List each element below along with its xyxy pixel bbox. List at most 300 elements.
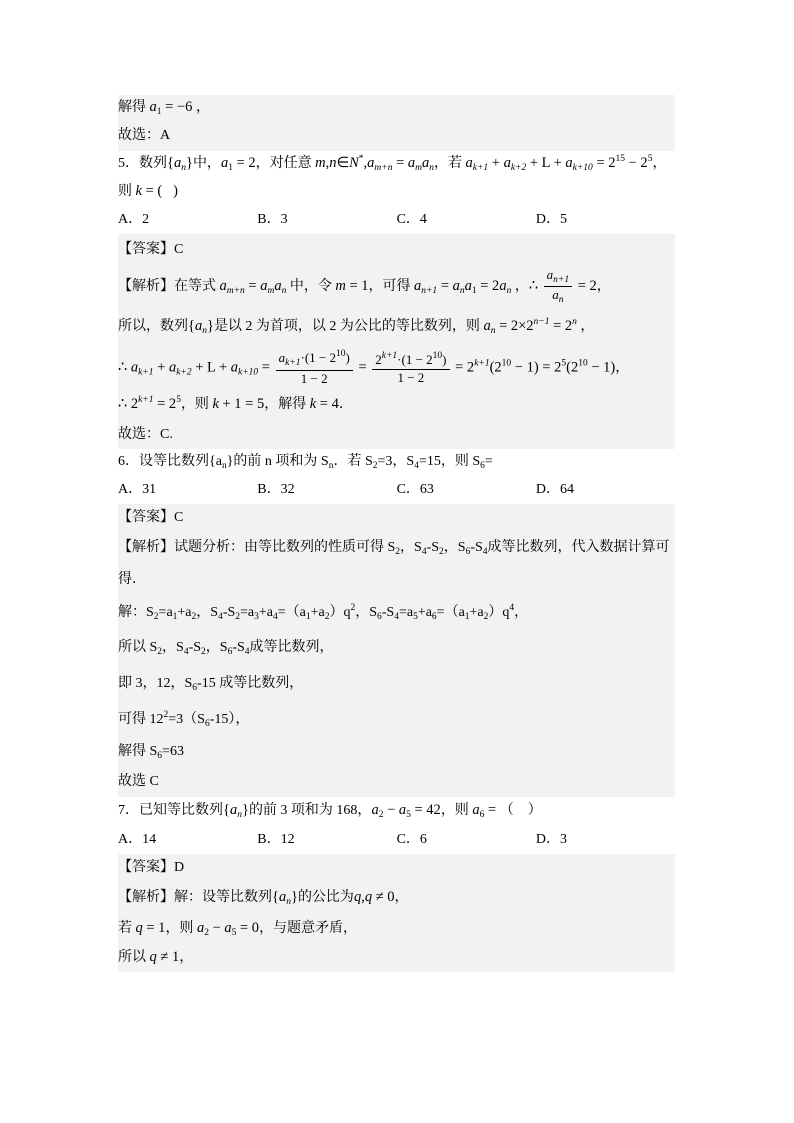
math-variable: a bbox=[398, 802, 407, 819]
fraction-numerator bbox=[372, 352, 449, 370]
text-run: =a bbox=[398, 605, 414, 621]
page-content bbox=[118, 95, 675, 972]
subscript: 2 bbox=[395, 546, 401, 557]
superscript: n bbox=[572, 316, 577, 327]
line-text bbox=[118, 155, 666, 174]
math-variable: a bbox=[220, 155, 229, 172]
solution-line bbox=[118, 533, 675, 564]
superscript: 10 bbox=[432, 350, 443, 361]
text-run: ， bbox=[514, 605, 529, 621]
text-run: ． bbox=[338, 397, 353, 413]
subscript: n bbox=[237, 810, 242, 821]
answer-options-row bbox=[118, 206, 675, 234]
subscript: 2 bbox=[191, 612, 197, 623]
option-C: C．4 bbox=[396, 211, 427, 227]
subscript: n bbox=[558, 295, 564, 305]
text-run: -S bbox=[470, 539, 483, 555]
math-variable: a bbox=[130, 359, 139, 376]
text-run: -S bbox=[232, 639, 245, 655]
math-text: ≠ 0 bbox=[372, 889, 395, 906]
option-C: C．63 bbox=[396, 481, 434, 497]
line-text bbox=[118, 640, 334, 658]
subscript: n bbox=[328, 460, 334, 471]
line-text bbox=[118, 711, 249, 730]
text-run: ， bbox=[511, 278, 529, 294]
solution-line bbox=[118, 854, 675, 883]
math-text: − 2 bbox=[625, 155, 648, 172]
line-text bbox=[118, 99, 210, 118]
math-text: − 1) bbox=[587, 359, 616, 376]
text-run: ，则 bbox=[440, 803, 473, 819]
math-variable: a bbox=[278, 889, 287, 906]
text-run: ， bbox=[576, 318, 595, 334]
subscript: 4 bbox=[272, 612, 278, 623]
math-variable: a bbox=[219, 277, 227, 294]
math-text: (2 bbox=[489, 359, 502, 376]
fraction-numerator bbox=[544, 268, 572, 288]
math-text: = 42 bbox=[410, 802, 441, 819]
question-line bbox=[118, 179, 675, 207]
subscript: n bbox=[459, 285, 465, 296]
subscript: 5 bbox=[413, 612, 418, 623]
subscript: k+2 bbox=[510, 163, 527, 174]
math-text: = 2 bbox=[592, 155, 616, 172]
math-text: = 2 bbox=[574, 277, 597, 294]
answer-options bbox=[118, 212, 675, 229]
subscript: k+1 bbox=[285, 358, 301, 369]
text-run: ， bbox=[596, 278, 611, 294]
text-run: 所以 S bbox=[118, 639, 158, 655]
subscript: n bbox=[490, 325, 496, 336]
text-run: =a bbox=[240, 605, 255, 621]
subscript: 6 bbox=[157, 751, 163, 762]
line-text bbox=[118, 318, 594, 337]
line-text bbox=[118, 268, 611, 306]
subscript: n+1 bbox=[421, 285, 438, 296]
fraction-denominator bbox=[394, 370, 427, 386]
solution-line bbox=[118, 738, 675, 769]
subscript: 2 bbox=[201, 646, 206, 657]
math-text: ·(1 − 2 bbox=[397, 351, 433, 367]
text-run: ， bbox=[615, 360, 630, 376]
math-text: = bbox=[484, 802, 500, 819]
question-block bbox=[118, 449, 675, 505]
text-run: =（a bbox=[277, 605, 306, 621]
text-run: 解得 S bbox=[118, 744, 158, 760]
line-text bbox=[118, 427, 173, 444]
fraction bbox=[544, 268, 572, 306]
text-run: 中，令 bbox=[286, 278, 336, 294]
subscript: 1 bbox=[464, 612, 470, 623]
math-variable: a bbox=[196, 919, 205, 936]
solution-line bbox=[118, 883, 675, 914]
superscript: 4 bbox=[509, 603, 515, 614]
solution-line bbox=[118, 667, 675, 703]
math-variable: q bbox=[149, 949, 157, 966]
text-run: ）q bbox=[329, 605, 351, 621]
solution-line bbox=[118, 631, 675, 667]
line-text bbox=[118, 802, 542, 821]
subscript: 6 bbox=[480, 460, 485, 471]
math-text: ) bbox=[442, 351, 447, 367]
solution-line bbox=[118, 769, 675, 798]
text-run: 5．数列 bbox=[118, 156, 167, 172]
superscript: 10 bbox=[578, 358, 588, 369]
math-text: } bbox=[241, 802, 249, 819]
solution-block bbox=[118, 95, 675, 151]
math-text: ·(1 − 2 bbox=[300, 350, 336, 366]
solution-line bbox=[118, 703, 675, 738]
subscript: 4 bbox=[394, 612, 399, 623]
math-variable: a bbox=[229, 802, 238, 819]
math-text: = bbox=[244, 277, 261, 294]
solution-line bbox=[118, 267, 675, 306]
fraction-numerator bbox=[276, 350, 353, 371]
subscript: 4 bbox=[183, 646, 189, 657]
text-run: +a bbox=[258, 605, 273, 621]
question-block bbox=[118, 797, 675, 854]
math-variable: k bbox=[309, 396, 317, 413]
subscript: m+n bbox=[374, 163, 393, 174]
math-text: { bbox=[167, 155, 174, 172]
text-run: 【解析】解：设等比数列 bbox=[118, 890, 272, 906]
text-run: ）q bbox=[488, 605, 510, 621]
text-run: 中， bbox=[192, 156, 221, 172]
subscript: 6 bbox=[479, 810, 485, 821]
line-text bbox=[118, 350, 629, 386]
solution-line bbox=[118, 564, 675, 597]
math-text: + 1 = 5 bbox=[218, 396, 265, 413]
option-D: D．3 bbox=[535, 831, 568, 847]
math-text: = 2 bbox=[451, 359, 475, 376]
math-text: ) bbox=[345, 350, 350, 366]
math-variable: a bbox=[565, 155, 573, 172]
text-run: +a bbox=[310, 605, 325, 621]
subscript: 5 bbox=[406, 810, 411, 821]
line-text bbox=[118, 510, 183, 527]
text-run: ， bbox=[394, 890, 409, 906]
subscript: 6 bbox=[431, 612, 437, 623]
math-variable: a bbox=[260, 277, 268, 294]
line-text bbox=[118, 128, 170, 145]
subscript: 2 bbox=[157, 646, 163, 657]
math-text: + L + bbox=[526, 155, 566, 172]
math-variable: m bbox=[335, 277, 346, 294]
text-run: =3（S bbox=[168, 711, 205, 727]
math-text: (2 bbox=[566, 359, 579, 376]
math-variable: a bbox=[168, 359, 177, 376]
math-text: 2 bbox=[375, 351, 382, 367]
superscript: k+1 bbox=[138, 395, 154, 406]
text-run: 的前 3 项和为 168， bbox=[248, 803, 372, 819]
math-variable: a bbox=[452, 277, 460, 294]
text-run: ，与题意矛盾， bbox=[259, 920, 358, 936]
line-text bbox=[118, 744, 184, 762]
math-variable: a bbox=[274, 277, 282, 294]
text-run: =63 bbox=[162, 744, 184, 760]
line-text bbox=[118, 676, 303, 694]
math-text: + bbox=[488, 155, 504, 172]
text-run: 是以 2 为首项，以 2 为公比的等比数列，则 bbox=[213, 318, 484, 334]
option-C: C．6 bbox=[396, 831, 427, 847]
math-variable: n bbox=[329, 155, 337, 172]
solution-line bbox=[118, 348, 675, 389]
text-run: 故选 C bbox=[118, 774, 159, 790]
math-variable: a bbox=[224, 919, 232, 936]
solution-block bbox=[118, 504, 675, 797]
subscript: 2 bbox=[153, 612, 159, 623]
math-variable: a bbox=[499, 277, 507, 294]
answer-options-row bbox=[118, 826, 675, 854]
subscript: 4 bbox=[244, 646, 250, 657]
question-line bbox=[118, 449, 675, 477]
text-run: ，S bbox=[205, 639, 228, 655]
subscript: 6 bbox=[204, 718, 210, 729]
math-variable: a bbox=[465, 155, 473, 172]
subscript: 6 bbox=[465, 546, 471, 557]
superscript: k+1 bbox=[474, 358, 490, 369]
answer-options bbox=[118, 832, 675, 849]
math-text: { bbox=[188, 317, 195, 334]
math-text: { bbox=[272, 889, 279, 906]
text-run: ，若 bbox=[434, 156, 466, 172]
text-run: ，对任意 bbox=[255, 156, 316, 172]
solution-line bbox=[118, 389, 675, 422]
fraction bbox=[372, 352, 449, 386]
line-text bbox=[118, 889, 409, 908]
math-variable: N bbox=[349, 155, 359, 172]
math-variable: q bbox=[135, 919, 143, 936]
text-run: ，S bbox=[443, 539, 466, 555]
text-run: -S bbox=[222, 605, 236, 621]
text-run: ， bbox=[652, 156, 667, 172]
subscript: 6 bbox=[227, 646, 233, 657]
option-A: A．2 bbox=[118, 211, 150, 227]
subscript: 1 bbox=[471, 285, 477, 296]
superscript: k+1 bbox=[381, 350, 398, 361]
text-run: 6．设等比数列{a bbox=[118, 453, 222, 469]
subscript: 1 bbox=[156, 107, 162, 117]
math-text: = ( ) bbox=[141, 183, 178, 200]
text-run: -15）， bbox=[209, 711, 250, 727]
math-variable: a bbox=[407, 155, 416, 172]
text-run: 【答案】D bbox=[118, 860, 185, 876]
line-text bbox=[118, 920, 357, 939]
math-text: = 2 bbox=[153, 396, 177, 413]
line-text bbox=[118, 774, 159, 791]
text-run: 故选：A bbox=[118, 127, 171, 143]
text-run: +a bbox=[177, 605, 192, 621]
math-variable: a bbox=[472, 802, 480, 819]
line-text bbox=[118, 242, 183, 259]
subscript: 1 bbox=[305, 612, 311, 623]
solution-line bbox=[118, 597, 675, 631]
subscript: 3 bbox=[254, 612, 259, 623]
text-run: 即 3，12，S bbox=[118, 675, 193, 691]
subscript: m bbox=[415, 163, 423, 174]
fraction-denominator bbox=[549, 287, 566, 306]
math-text: − bbox=[383, 802, 399, 819]
math-text: ∴ bbox=[528, 277, 542, 294]
math-text: , bbox=[325, 155, 330, 172]
subscript: 2 bbox=[235, 612, 241, 623]
math-text: = −6 bbox=[161, 99, 196, 115]
math-text: 1 − 2 bbox=[397, 369, 425, 385]
text-run: ，则 bbox=[180, 397, 213, 413]
math-text: + L + bbox=[191, 359, 231, 376]
text-run: 成等比数列，代入数据计算可 bbox=[487, 539, 670, 555]
text-run: 所以 bbox=[118, 950, 150, 966]
subscript: k+1 bbox=[138, 367, 154, 378]
subscript: 5 bbox=[231, 927, 237, 938]
text-run: 所以，数列 bbox=[118, 318, 188, 334]
math-text: = bbox=[392, 155, 408, 172]
text-run: 则 bbox=[118, 184, 136, 200]
math-text: ∴ bbox=[118, 359, 131, 376]
math-text: ∴ 2 bbox=[118, 396, 139, 413]
text-run: 故选：C. bbox=[118, 426, 173, 442]
math-variable: q bbox=[364, 889, 373, 906]
text-run: 【答案】C bbox=[118, 510, 184, 526]
line-text bbox=[118, 604, 528, 623]
text-run: 【答案】C bbox=[118, 242, 184, 258]
subscript: 2 bbox=[372, 460, 378, 471]
math-variable: q bbox=[353, 889, 362, 906]
math-variable: a bbox=[503, 155, 511, 172]
option-B: B．12 bbox=[257, 831, 295, 847]
subscript: m+n bbox=[226, 285, 245, 296]
solution-line bbox=[118, 422, 675, 449]
subscript: 2 bbox=[439, 546, 444, 557]
solution-block bbox=[118, 234, 675, 449]
math-text: = 2 bbox=[476, 277, 500, 294]
math-text: + bbox=[153, 359, 169, 376]
subscript: k+10 bbox=[572, 163, 593, 174]
text-run: 解：S bbox=[118, 605, 154, 621]
subscript: 2 bbox=[324, 612, 330, 623]
solution-line bbox=[118, 122, 675, 151]
subscript: 4 bbox=[218, 612, 223, 623]
option-A: A．14 bbox=[118, 831, 157, 847]
text-run: 得． bbox=[118, 571, 146, 587]
math-variable: a bbox=[414, 277, 422, 294]
text-run: （ ） bbox=[499, 803, 542, 819]
math-text: = 1 bbox=[345, 277, 369, 294]
text-run: ， bbox=[195, 100, 210, 115]
text-run: -S bbox=[426, 539, 440, 555]
answer-options-row bbox=[118, 476, 675, 504]
subscript: 2 bbox=[204, 927, 209, 938]
math-variable: a bbox=[230, 359, 239, 376]
solution-line bbox=[118, 944, 675, 972]
text-run: 成等比数列， bbox=[249, 639, 334, 655]
fraction-denominator bbox=[298, 371, 331, 387]
text-run: =a bbox=[158, 605, 173, 621]
subscript: 4 bbox=[414, 460, 419, 471]
text-run: 【解析】在等式 bbox=[118, 278, 220, 294]
superscript: 10 bbox=[501, 358, 512, 369]
solution-line bbox=[118, 306, 675, 348]
math-variable: k bbox=[212, 396, 219, 413]
subscript: k+1 bbox=[472, 163, 489, 174]
text-run: +a bbox=[417, 605, 432, 621]
math-text: } bbox=[290, 889, 298, 906]
line-text bbox=[118, 860, 184, 877]
line-text bbox=[118, 183, 178, 201]
line-text bbox=[118, 949, 193, 967]
text-run: -S bbox=[381, 605, 395, 621]
question-line bbox=[118, 797, 675, 826]
superscript: 10 bbox=[335, 349, 346, 360]
subscript: 4 bbox=[421, 546, 427, 557]
text-run: 若 bbox=[118, 920, 136, 936]
math-text: = 2×2 bbox=[495, 317, 534, 334]
option-A: A．31 bbox=[118, 481, 157, 497]
text-run: ，S bbox=[162, 639, 184, 655]
subscript: 1 bbox=[228, 163, 233, 174]
math-variable: k bbox=[135, 183, 142, 200]
text-run: ，S bbox=[355, 605, 377, 621]
subscript: n bbox=[202, 325, 207, 336]
math-text: = 4 bbox=[316, 396, 339, 413]
math-text: = 2 bbox=[232, 155, 256, 172]
text-run: 7．已知等比数列 bbox=[118, 803, 223, 819]
answer-options bbox=[118, 482, 675, 499]
math-text: − bbox=[208, 919, 225, 936]
math-text: = bbox=[437, 277, 453, 294]
question-line bbox=[118, 151, 675, 179]
math-variable: m bbox=[315, 155, 326, 172]
text-run: ，S bbox=[196, 605, 219, 621]
math-variable: a bbox=[173, 155, 182, 172]
solution-line bbox=[118, 504, 675, 533]
superscript: 15 bbox=[615, 154, 625, 165]
subscript: n bbox=[286, 897, 291, 908]
fraction bbox=[276, 350, 353, 386]
text-run: ，解得 bbox=[264, 397, 310, 413]
math-variable: a bbox=[278, 350, 286, 366]
text-run: ，则 bbox=[165, 920, 197, 936]
text-run: 可得 12 bbox=[118, 711, 164, 727]
text-run: ，S bbox=[400, 539, 422, 555]
option-D: D．5 bbox=[535, 211, 568, 227]
subscript: n bbox=[506, 285, 512, 296]
math-text: 1 − 2 bbox=[300, 370, 328, 386]
solution-line bbox=[118, 914, 675, 944]
math-text: = bbox=[354, 359, 371, 376]
text-run: +a bbox=[469, 605, 484, 621]
subscript: n bbox=[281, 285, 287, 296]
math-text: ≠ 1 bbox=[156, 949, 180, 966]
question-block bbox=[118, 151, 675, 235]
solution-line bbox=[118, 234, 675, 267]
line-text bbox=[118, 572, 146, 589]
math-variable: a bbox=[464, 277, 472, 294]
text-run: 的公比为 bbox=[297, 890, 354, 906]
math-text: { bbox=[223, 802, 230, 819]
subscript: 6 bbox=[377, 612, 382, 623]
text-run: =3，S bbox=[377, 453, 415, 469]
math-text: } bbox=[206, 317, 214, 334]
math-variable: a bbox=[552, 287, 559, 302]
line-text bbox=[118, 540, 670, 558]
text-run: =15，则 S bbox=[418, 453, 481, 469]
superscript: 2 bbox=[350, 603, 356, 614]
text-run: 解得 bbox=[118, 100, 150, 115]
math-variable: a bbox=[546, 266, 554, 282]
math-variable: a bbox=[194, 317, 203, 334]
text-run: }的前 n 项和为 S bbox=[226, 453, 329, 469]
